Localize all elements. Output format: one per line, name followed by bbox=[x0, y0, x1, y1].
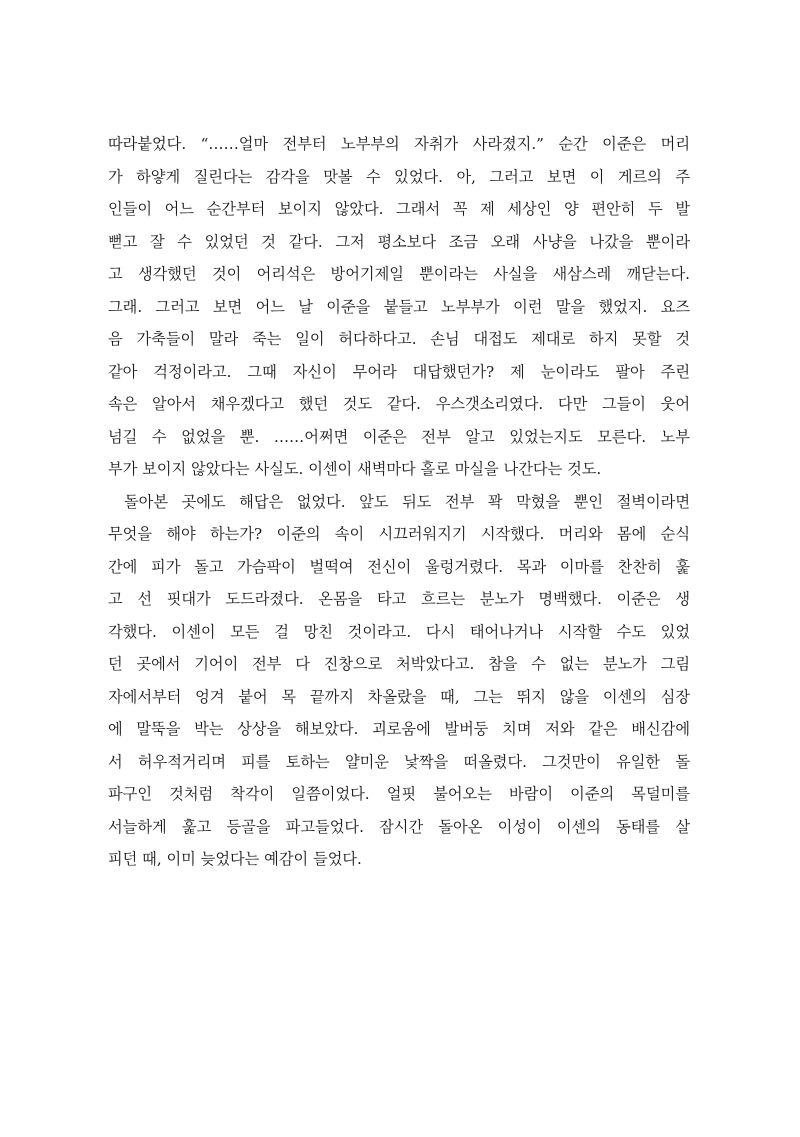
text-line: 그래. 그러고 보면 어느 날 이준을 붙들고 노부부가 이런 말을 했었지. 요즈 bbox=[108, 297, 690, 316]
text-line: 돌아본 곳에도 해답은 없었다. 앞도 뒤도 전부 꽉 막혔을 뿐인 절벽이라면 bbox=[124, 492, 690, 511]
text-line: 넘길 수 없었을 뿐. ……어쩌면 이준은 전부 알고 있었는지도 모른다. 노부 bbox=[108, 427, 690, 446]
text-line: 무엇을 해야 하는가? 이준의 속이 시끄러워지기 시작했다. 머리와 몸에 순식 bbox=[108, 525, 690, 543]
text-line: 따라붙었다. “……얼마 전부터 노부부의 자취가 사라졌지.” 순간 이준은 머리 bbox=[108, 135, 690, 153]
text-line: 음 가축들이 말라 죽는 일이 허다하다고. 손님 대접도 제대로 하지 못할 것 bbox=[108, 330, 690, 348]
text-line: 간에 피가 돌고 가슴팍이 벌떡여 전신이 울렁거렸다. 목과 이마를 찬찬히 훑 bbox=[108, 557, 690, 576]
text-line: 속은 알아서 채우겠다고 했던 것도 같다. 우스갯소리였다. 다만 그들이 웃어 bbox=[108, 395, 690, 413]
text-line: 부가 보이지 않았다는 사실도. 이센이 새벽마다 홀로 마실을 나간다는 것도. bbox=[108, 460, 602, 478]
text-line: 가 하얗게 질린다는 감각을 맛볼 수 있었다. 아, 그러고 보면 이 게르의 주 bbox=[108, 167, 690, 186]
text-line: 고 선 핏대가 도드라졌다. 온몸을 타고 흐르는 분노가 명백했다. 이준은 생 bbox=[108, 590, 690, 608]
text-line: 같아 걱정이라고. 그때 자신이 무어라 대답했던가? 제 눈이라도 팔아 주린 bbox=[108, 362, 690, 381]
text-line: 에 말뚝을 박는 상상을 해보았다. 괴로움에 발버둥 치며 저와 같은 배신감에 bbox=[108, 720, 690, 738]
text-line: 피던 때, 이미 늦었다는 예감이 들었다. bbox=[108, 850, 362, 868]
text-line: 서 허우적거리며 피를 토하는 얄미운 낯짝을 떠올렸다. 그것만이 유일한 돌 bbox=[108, 752, 690, 771]
text-line: 인들이 어느 순간부터 보이지 않았다. 그래서 꼭 제 세상인 양 편안히 두 발 bbox=[108, 200, 690, 218]
text-line: 파구인 것처럼 착각이 일쯤이었다. 얼핏 불어오는 바람이 이준의 목덜미를 bbox=[108, 785, 690, 803]
text-line: 뻗고 잘 수 있었던 것 같다. 그저 평소보다 조금 오래 사냥을 나갔을 뿐이라 bbox=[108, 232, 690, 251]
text-line: 던 곳에서 기어이 전부 다 진창으로 처박았다고. 참을 수 없는 분노가 그림 bbox=[108, 655, 690, 673]
text-line: 고 생각했던 것이 어리석은 방어기제일 뿐이라는 사실을 새삼스레 깨닫는다. bbox=[108, 265, 690, 283]
text-line: 서늘하게 훑고 등골을 파고들었다. 잠시간 돌아온 이성이 이센의 동태를 살 bbox=[108, 817, 690, 836]
body-text bbox=[108, 128, 690, 876]
text-line: 자에서부터 엉겨 붙어 목 끝까지 차올랐을 때, 그는 뛰지 않을 이센의 심장 bbox=[108, 687, 690, 706]
text-line: 각했다. 이센이 모든 걸 망친 것이라고. 다시 태어나거나 시작할 수도 있었 bbox=[108, 622, 690, 641]
